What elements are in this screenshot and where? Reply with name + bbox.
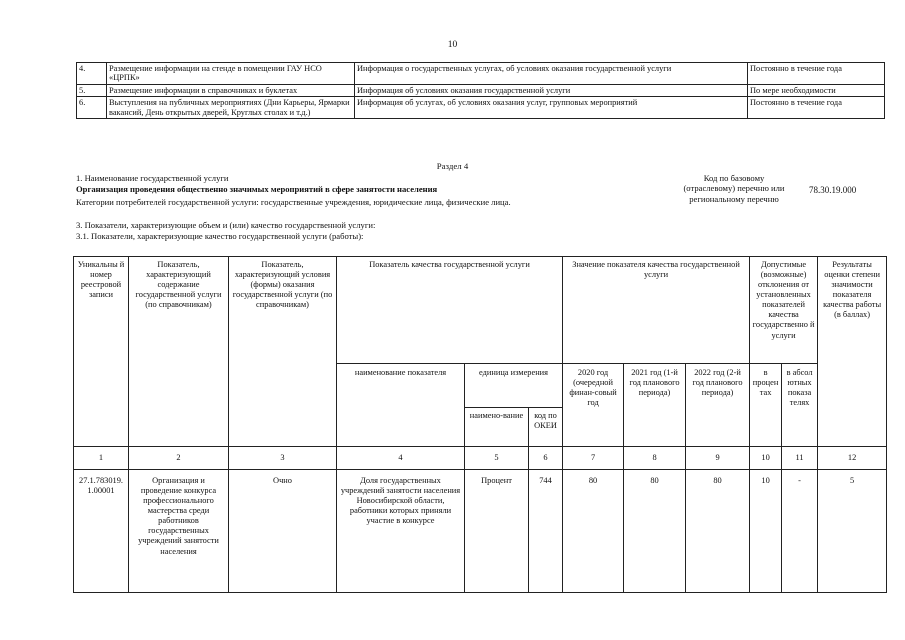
row-number: 5. [77, 84, 107, 96]
consumer-category: Категории потребителей государственной услуги: государственные учреждения, юридические лица, физические лица. [76, 197, 511, 207]
header-allowed-deviation: Допустимые (возможные) отклонения от установленных показателей качества государственно й услуги [750, 257, 818, 364]
value-2021: 80 [624, 470, 686, 593]
base-list-label: Код по базовому (отраслевому) перечню или региональному перечню [683, 173, 785, 204]
indicators-heading: 3. Показатели, характеризующие объем и (или) качество государственной услуги: [76, 220, 376, 230]
header-year-2022: 2022 год (2-й год планового периода) [686, 364, 750, 447]
indicators-subheading: 3.1. Показатели, характеризующие качество государственной услуги (работы): [76, 231, 364, 241]
evaluation-score: 5 [818, 470, 887, 593]
header-absolute: в абсол ютных показа телях [782, 364, 818, 447]
table-row [74, 470, 887, 593]
info-content: Информация об услугах, об условиях оказания услуг, групповых мероприятий [355, 97, 748, 119]
service-name: Организация проведения общественно значимых мероприятий в сфере занятости населения [76, 184, 438, 194]
header-year-2021: 2021 год (1-й год планового периода) [624, 364, 686, 447]
info-method: Размещение информации в справочниках и буклетах [107, 84, 355, 96]
quality-indicators-table [73, 256, 887, 593]
header-row [74, 257, 887, 364]
column-number: 11 [782, 447, 818, 470]
service-content: Организация и проведение конкурса профессионального мастерства среди работников государственных учреждений занятости населения [129, 470, 229, 593]
deviation-absolute: - [782, 470, 818, 593]
column-number: 12 [818, 447, 887, 470]
info-content: Информация об условиях оказания государственной услуги [355, 84, 748, 96]
table-row [77, 84, 885, 96]
header-registry-number: Уникальны й номер реестровой записи [74, 257, 129, 447]
registry-number: 27.1.783019.1.00001 [74, 470, 129, 593]
column-number: 7 [563, 447, 624, 470]
header-quality-value: Значение показателя качества государственной услуги [563, 257, 750, 364]
info-frequency: Постоянно в течение года [748, 97, 885, 119]
column-number: 10 [750, 447, 782, 470]
header-okei-code: код по ОКЕИ [529, 408, 563, 447]
okei-code: 744 [529, 470, 563, 593]
value-2020: 80 [563, 470, 624, 593]
header-content-indicator: Показатель, характеризующий содержание государственной услуги (по справочникам) [129, 257, 229, 447]
header-year-2020: 2020 год (очередной финан-совый год [563, 364, 624, 447]
column-number: 3 [229, 447, 337, 470]
header-unit-name: наимено-вание [465, 408, 529, 447]
base-list-code: 78.30.19.000 [809, 185, 857, 195]
row-number: 4. [77, 63, 107, 85]
service-form: Очно [229, 470, 337, 593]
info-method: Размещение информации на стенде в помещении ГАУ НСО «ЦРПК» [107, 63, 355, 85]
column-number: 5 [465, 447, 529, 470]
header-quality-indicator: Показатель качества государственной услуги [337, 257, 563, 364]
column-number: 4 [337, 447, 465, 470]
header-indicator-name: наименование показателя [337, 364, 465, 447]
table-row [77, 63, 885, 85]
info-frequency: По мере необходимости [748, 84, 885, 96]
header-percent: в процен тах [750, 364, 782, 447]
column-number: 1 [74, 447, 129, 470]
info-methods-table [76, 62, 885, 119]
column-number: 2 [129, 447, 229, 470]
column-number-row [74, 447, 887, 470]
column-number: 8 [624, 447, 686, 470]
service-name-label: 1. Наименование государственной услуги [76, 173, 229, 183]
unit-name: Процент [465, 470, 529, 593]
header-condition-indicator: Показатель, характеризующий условия (формы) оказания государственной услуги (по справочникам) [229, 257, 337, 447]
column-number: 9 [686, 447, 750, 470]
section-title: Раздел 4 [436, 161, 469, 171]
info-frequency: Постоянно в течение года [748, 63, 885, 85]
header-evaluation-result: Результаты оценки степени значимости показателя качества работы (в баллах) [818, 257, 887, 447]
row-number: 6. [77, 97, 107, 119]
deviation-percent: 10 [750, 470, 782, 593]
column-number: 6 [529, 447, 563, 470]
value-2022: 80 [686, 470, 750, 593]
table-row [77, 97, 885, 119]
indicator-name: Доля государственных учреждений занятости населения Новосибирской области, работники которых приняли участие в конкурсе [337, 470, 465, 593]
info-method: Выступления на публичных мероприятиях (Дни Карьеры, Ярмарки вакансий, День открытых дверей, Круглых столах и т.д.) [107, 97, 355, 119]
page-number: 10 [447, 40, 458, 50]
header-unit: единица измерения [465, 364, 563, 408]
info-content: Информация о государственных услугах, об условиях оказания государственной услуги [355, 63, 748, 85]
